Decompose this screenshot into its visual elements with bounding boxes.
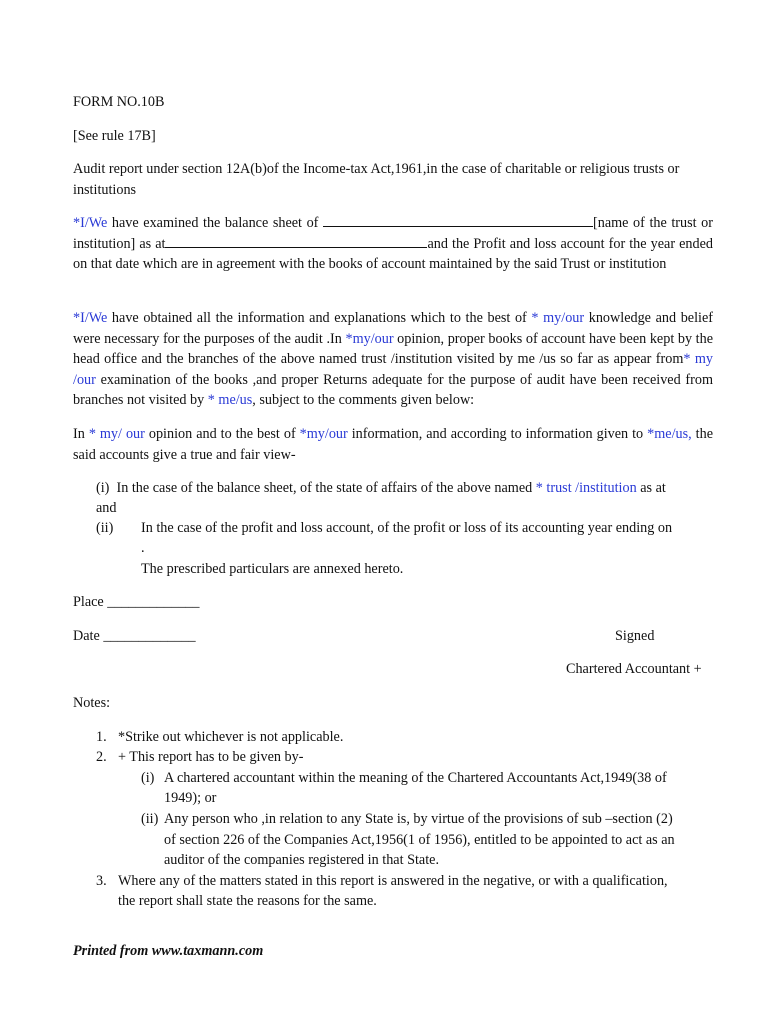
paragraph-balance-sheet: *I/We have examined the balance sheet of [name of the trust or institution] as at and the Profit and loss account for the year ended on that date which are in agreement with the books of account maintained by the said Trust or institution [73,215,713,272]
note-1-number: 1. [96,729,107,745]
footer-printed-from: Printed from www.taxmann.com [73,943,264,959]
note-2-i-line1: A chartered accountant within the meaning of the Chartered Accountants Act,1949(38 of [164,770,667,786]
item-i: (i) In the case of the balance sheet, of the state of affairs of the above named * trust /institution as at [96,480,666,496]
notes-title: Notes: [73,695,111,711]
item-ii-dot: . [141,540,145,556]
paragraph-information: *I/We have obtained all the information and explanations which to the best of * my/our knowledge and belief were necessary for the purposes of the audit .In *my/our opinion, proper books of account have been kept by the head office and the branches of the above named trust /institution visited by me /us so far as appear from* my /our examination of the books ,and proper Returns adequate for the purpose of audit have been received from branches not visited by * me/us, subject to the comments given below: [73,310,714,408]
date-field[interactable]: Date _____________ [73,628,196,644]
i-we-option: *I/We [73,215,108,231]
note-3-number: 3. [96,873,107,889]
chartered-accountant-label: Chartered Accountant + [566,661,702,677]
note-2-ii-number: (ii) [141,811,159,827]
item-i-continuation: and [96,500,117,516]
trust-name-blank[interactable] [323,215,593,227]
note-2-ii-line1: Any person who ,in relation to any State is, by virtue of the provisions of sub –section (2) [164,811,673,827]
report-heading: Audit report under section 12A(b)of the Income-tax Act,1961,in the case of charitable or religious trusts or institutions [73,161,680,198]
note-3-line1: Where any of the matters stated in this report is answered in the negative, or with a qualification, [118,873,668,889]
form-title: FORM NO.10B [73,94,165,110]
note-2-text: + This report has to be given by- [118,749,304,765]
note-3-line2: the report shall state the reasons for the same. [118,893,377,909]
rule-reference: [See rule 17B] [73,128,156,144]
signed-label: Signed [615,628,655,644]
note-2-number: 2. [96,749,107,765]
item-ii-text: In the case of the profit and loss account, of the profit or loss of its accounting year ending on [141,520,673,536]
note-2-i-number: (i) [141,770,155,786]
note-2-ii-line2: of section 226 of the Companies Act,1956(1 of 1956), entitled to be appointed to act as an [164,832,675,848]
note-2-i-line2: 1949); or [164,790,217,806]
balance-sheet-date-blank[interactable] [165,236,427,248]
item-ii-number: (ii) [96,520,114,536]
note-2-ii-line3: auditor of the companies registered in that State. [164,852,439,868]
paragraph-opinion: In * my/ our opinion and to the best of *my/our information, and according to information given to *me/us, the said accounts give a true and fair view- [73,426,713,463]
note-1-text: *Strike out whichever is not applicable. [118,729,344,745]
place-field[interactable]: Place _____________ [73,594,200,610]
annexed-particulars: The prescribed particulars are annexed hereto. [141,561,404,577]
